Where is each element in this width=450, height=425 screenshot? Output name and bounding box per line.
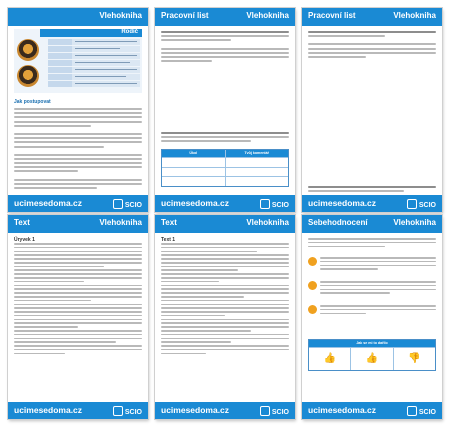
brand-title: Vlehokniha — [393, 11, 436, 20]
section-heading: Jak postupovat — [14, 99, 51, 105]
scio-logo: SCIO — [407, 406, 436, 416]
medal-icon — [17, 39, 39, 61]
scio-logo: SCIO — [260, 406, 289, 416]
instructions — [14, 97, 142, 204]
page-footer — [155, 195, 295, 212]
text-label: Text 1 — [161, 237, 176, 243]
task-text-2 — [161, 132, 289, 145]
brand-title: Vlehokniha — [246, 11, 289, 20]
criterion-1 — [320, 257, 436, 272]
page-header — [302, 215, 442, 233]
footer-site[interactable]: ucimesedoma.cz — [14, 405, 83, 415]
info-card-title: Rodič — [40, 29, 142, 37]
page-footer — [155, 402, 295, 419]
page-footer — [8, 402, 148, 419]
page-header — [8, 215, 148, 233]
rating-table — [308, 339, 436, 371]
brand-title: Vlehokniha — [99, 11, 142, 20]
scio-logo: SCIO — [113, 406, 142, 416]
criterion-3 — [320, 305, 436, 316]
thumbs-down-icon[interactable]: 👎 — [393, 348, 435, 370]
info-card — [14, 29, 142, 93]
footer-site[interactable]: ucimesedoma.cz — [308, 405, 377, 415]
brand-title: Vlehokniha — [393, 218, 436, 227]
page-header — [155, 215, 295, 233]
criterion-2 — [320, 281, 436, 296]
star-icon — [308, 281, 317, 290]
excerpt-label: Úryvek 1 — [14, 237, 35, 243]
thumbs-middle-icon[interactable]: 👍 — [350, 348, 392, 370]
page-header — [155, 8, 295, 26]
table-header: Tvůj komentář — [225, 150, 289, 157]
page-4-text — [8, 215, 148, 419]
section-title: Text — [14, 218, 30, 227]
page-1-parent-info — [8, 8, 148, 212]
page-footer — [8, 195, 148, 212]
table-row[interactable] — [162, 167, 288, 177]
medal-icon — [17, 65, 39, 87]
scio-logo: SCIO — [407, 199, 436, 209]
page-3-worksheet — [302, 8, 442, 212]
scio-logo: SCIO — [113, 199, 142, 209]
section-title: Text — [161, 218, 177, 227]
page-footer — [302, 195, 442, 212]
star-icon — [308, 257, 317, 266]
thumbs-up-icon[interactable]: 👍 — [323, 353, 336, 364]
intro-text — [308, 238, 436, 249]
section-title: Pracovní list — [308, 11, 356, 20]
table-header: Úkol — [189, 151, 198, 155]
section-title: Sebehodnocení — [308, 218, 368, 227]
table-header: Jak se mi to dařilo — [356, 341, 388, 345]
task-text — [161, 31, 289, 64]
scio-logo: SCIO — [260, 199, 289, 209]
comment-table — [161, 149, 289, 187]
page-header — [8, 8, 148, 26]
page-2-worksheet — [155, 8, 295, 212]
brand-title: Vlehokniha — [246, 218, 289, 227]
page-5-text — [155, 215, 295, 419]
page-header — [302, 8, 442, 26]
rating-row[interactable] — [309, 347, 435, 370]
footer-site[interactable]: ucimesedoma.cz — [308, 198, 377, 208]
page-6-self-assessment — [302, 215, 442, 419]
task-text-3 — [308, 186, 436, 194]
task-text — [308, 31, 436, 60]
footer-site[interactable]: ucimesedoma.cz — [161, 405, 230, 415]
text-body — [161, 237, 289, 356]
star-icon — [308, 305, 317, 314]
brand-title: Vlehokniha — [99, 218, 142, 227]
footer-site[interactable]: ucimesedoma.cz — [14, 198, 83, 208]
page-footer — [302, 402, 442, 419]
footer-site[interactable]: ucimesedoma.cz — [161, 198, 230, 208]
table-row[interactable] — [162, 157, 288, 167]
text-excerpt — [14, 237, 142, 356]
section-title: Pracovní list — [161, 11, 209, 20]
table-row[interactable] — [162, 176, 288, 186]
